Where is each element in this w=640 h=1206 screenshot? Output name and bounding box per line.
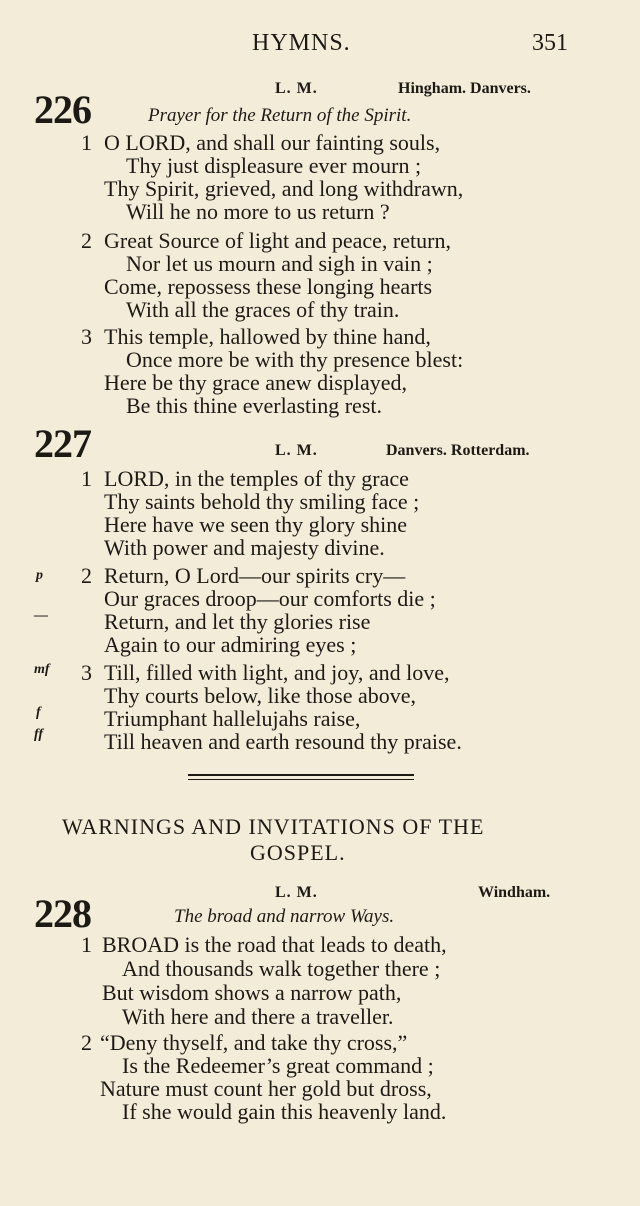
verse-line: Come, repossess these longing hearts	[104, 274, 433, 299]
verse-line: Thy Spirit, grieved, and long withdrawn,	[104, 176, 464, 201]
hymn-number: 227	[34, 421, 91, 466]
verse-line: Thy just displeasure ever mourn ;	[126, 153, 422, 178]
verse-line: Be this thine everlasting rest.	[126, 393, 382, 418]
running-header: HYMNS.	[252, 30, 351, 56]
verse-line: And thousands walk together there ;	[122, 956, 441, 981]
dynamic-marking: p	[36, 568, 43, 583]
section-divider	[188, 779, 414, 780]
verse-line: Here have we seen thy glory shine	[104, 512, 408, 537]
verse-line: BROAD is the road that leads to death,	[102, 932, 447, 957]
dynamic-marking: ff	[34, 727, 44, 742]
hymn-meter: L. M.	[275, 80, 318, 97]
verse-number: 3	[81, 660, 92, 685]
hymn-number: 226	[34, 87, 91, 132]
hymn-subtitle: The broad and narrow Ways.	[174, 906, 395, 927]
verse-line: With all the graces of thy train.	[126, 297, 400, 322]
verse-line: Great Source of light and peace, return,	[104, 228, 451, 253]
verse-line: Nor let us mourn and sigh in vain ;	[126, 251, 433, 276]
verse-line: Again to our admiring eyes ;	[104, 632, 357, 657]
verse-line: Will he no more to us return ?	[126, 199, 390, 224]
hymn-meter: L. M.	[275, 442, 318, 459]
page-number: 351	[532, 30, 568, 56]
verse-line: Till, filled with light, and joy, and love,	[104, 660, 450, 685]
verse-line: Thy saints behold thy smiling face ;	[104, 489, 420, 514]
verse-line: LORD, in the temples of thy grace	[104, 466, 409, 491]
verse-line: Is the Redeemer’s great command ;	[122, 1053, 434, 1078]
verse-line: With power and majesty divine.	[104, 535, 385, 560]
hymn-subtitle: Prayer for the Return of the Spirit.	[148, 105, 412, 126]
verse-line: Return, O Lord—our spirits cry—	[104, 563, 406, 588]
verse-line: Triumphant hallelujahs raise,	[104, 706, 361, 731]
section-heading: GOSPEL.	[250, 840, 346, 865]
dynamic-marking: f	[36, 705, 41, 720]
verse-number: 1	[81, 466, 92, 491]
verse-number: 2	[81, 1030, 92, 1055]
hymn-meter: L. M.	[275, 884, 318, 901]
verse-number: 2	[81, 228, 92, 253]
hymn-tunes: Windham.	[478, 884, 551, 901]
verse-line: With here and there a traveller.	[122, 1004, 394, 1029]
verse-line: Once more be with thy presence blest:	[126, 347, 464, 372]
verse-line: Return, and let thy glories rise	[104, 609, 371, 634]
verse-line: This temple, hallowed by thine hand,	[104, 324, 431, 349]
verse-line: Here be thy grace anew displayed,	[104, 370, 407, 395]
verse-number: 3	[81, 324, 92, 349]
verse-line: Till heaven and earth resound thy praise.	[104, 729, 462, 754]
dynamic-marking: mf	[34, 662, 50, 677]
section-divider	[188, 774, 414, 776]
verse-line: If she would gain this heavenly land.	[122, 1099, 447, 1124]
hymn-tunes: Hingham. Danvers.	[398, 80, 531, 97]
section-heading: WARNINGS AND INVITATIONS OF THE	[62, 814, 485, 839]
verse-number: 1	[81, 932, 92, 957]
hymn-tunes: Danvers. Rotterdam.	[386, 442, 530, 459]
verse-line: “Deny thyself, and take thy cross,”	[100, 1030, 408, 1055]
verse-line: But wisdom shows a narrow path,	[102, 980, 402, 1005]
verse-line: O LORD, and shall our fainting souls,	[104, 130, 441, 155]
dynamic-marking: —	[34, 608, 48, 623]
verse-line: Thy courts below, like those above,	[104, 683, 416, 708]
hymn-number: 228	[34, 891, 91, 936]
verse-line: Nature must count her gold but dross,	[100, 1076, 432, 1101]
verse-number: 2	[81, 563, 92, 588]
verse-number: 1	[81, 130, 92, 155]
verse-line: Our graces droop—our comforts die ;	[104, 586, 436, 611]
